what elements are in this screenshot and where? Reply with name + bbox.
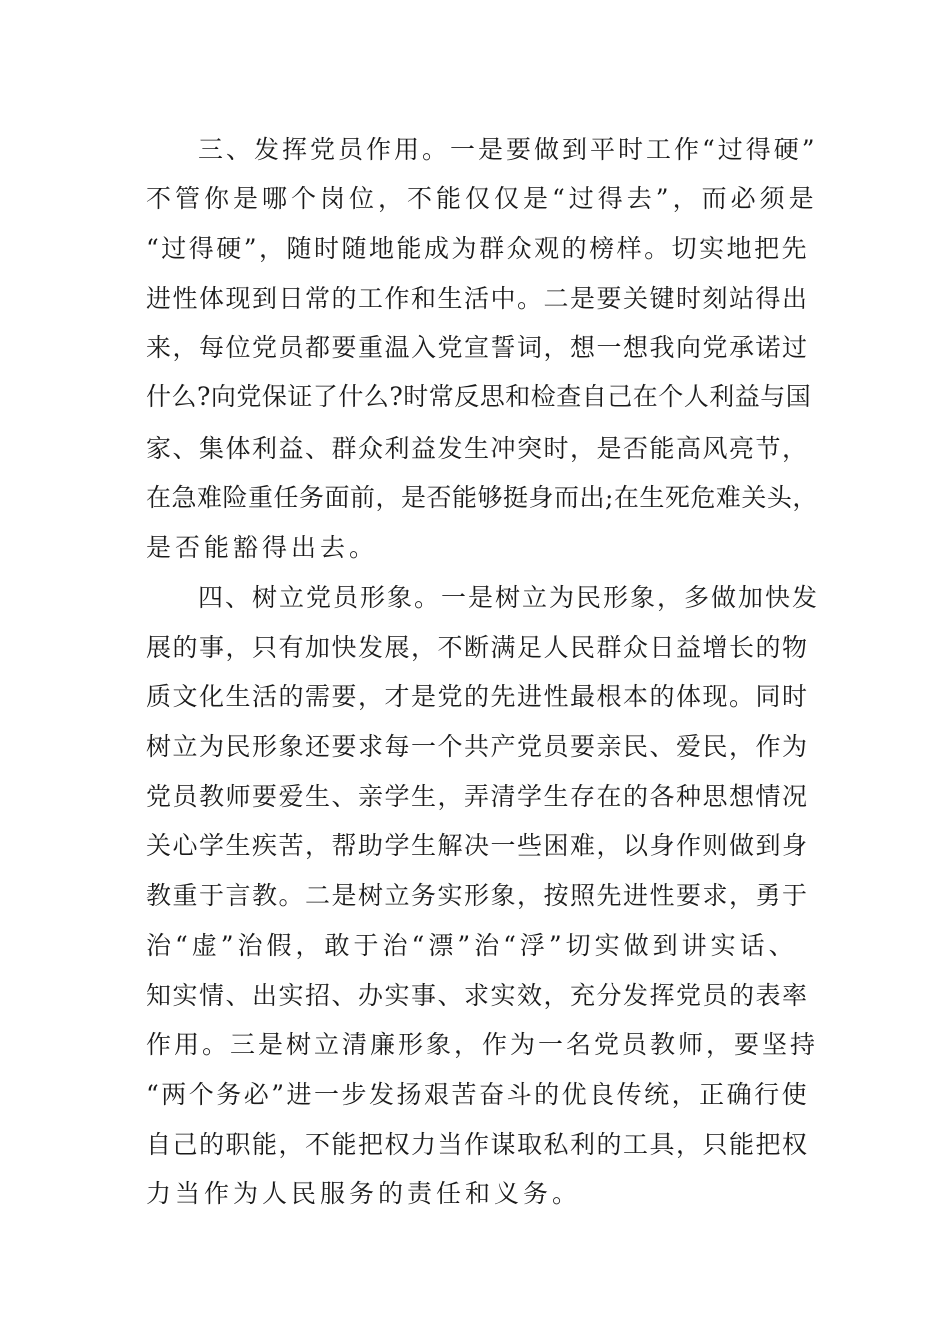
paragraph-4-line-5: 党员教师要爱生、亲学生，弄清学生存在的各种思想情况 — [146, 782, 809, 811]
paragraph-3-line-6: 什么?向党保证了什么?时常反思和检查自己在个人利益与国 — [146, 382, 812, 411]
paragraph-4-line-3: 质文化生活的需要，才是党的先进性最根本的体现。同时 — [146, 682, 809, 711]
paragraph-3-line-7: 家、集体利益、群众利益发生冲突时，是否能高风亮节， — [146, 434, 809, 463]
paragraph-4-line-1: 四、树立党员形象。一是树立为民形象，多做加快发 — [198, 583, 820, 612]
paragraph-4-line-8: 治“虚”治假，敢于治“漂”治“浮”切实做到讲实话、 — [146, 931, 798, 960]
paragraph-3-line-4: 进性体现到日常的工作和生活中。二是要关键时刻站得出 — [146, 284, 809, 313]
paragraph-4-line-13: 力当作为人民服务的责任和义务。 — [146, 1179, 582, 1208]
paragraph-3-line-9: 是否能豁得出去。 — [146, 533, 379, 562]
paragraph-3-line-5: 来，每位党员都要重温入党宣誓词，想一想我向党承诺过 — [146, 333, 809, 362]
paragraph-4-line-12: 自己的职能，不能把权力当作谋取私利的工具，只能把权 — [146, 1130, 809, 1159]
paragraph-4-line-2: 展的事，只有加快发展，不断满足人民群众日益增长的物 — [146, 633, 809, 662]
paragraph-4-line-6: 关心学生疾苦，帮助学生解决一些困难，以身作则做到身 — [146, 831, 809, 860]
paragraph-3-line-8: 在急难险重任务面前，是否能够挺身而出;在生死危难关头， — [146, 483, 818, 512]
paragraph-3-line-1: 三、发挥党员作用。一是要做到平时工作“过得硬” — [198, 135, 818, 164]
paragraph-3-line-2: 不管你是哪个岗位，不能仅仅是“过得去”，而必须是 — [146, 184, 818, 213]
paragraph-4-line-10: 作用。三是树立清廉形象，作为一名党员教师，要坚持 — [146, 1030, 819, 1059]
paragraph-3-line-3: “过得硬”，随时随地能成为群众观的榜样。切实地把先 — [146, 234, 810, 263]
paragraph-4-line-7: 教重于言教。二是树立务实形象，按照先进性要求，勇于 — [146, 881, 809, 910]
paragraph-4-line-9: 知实情、出实招、办实事、求实效，充分发挥党员的表率 — [146, 981, 809, 1010]
paragraph-4-line-11: “两个务必”进一步发扬艰苦奋斗的优良传统，正确行使 — [146, 1080, 810, 1109]
paragraph-4-line-4: 树立为民形象还要求每一个共产党员要亲民、爱民，作为 — [146, 732, 809, 761]
